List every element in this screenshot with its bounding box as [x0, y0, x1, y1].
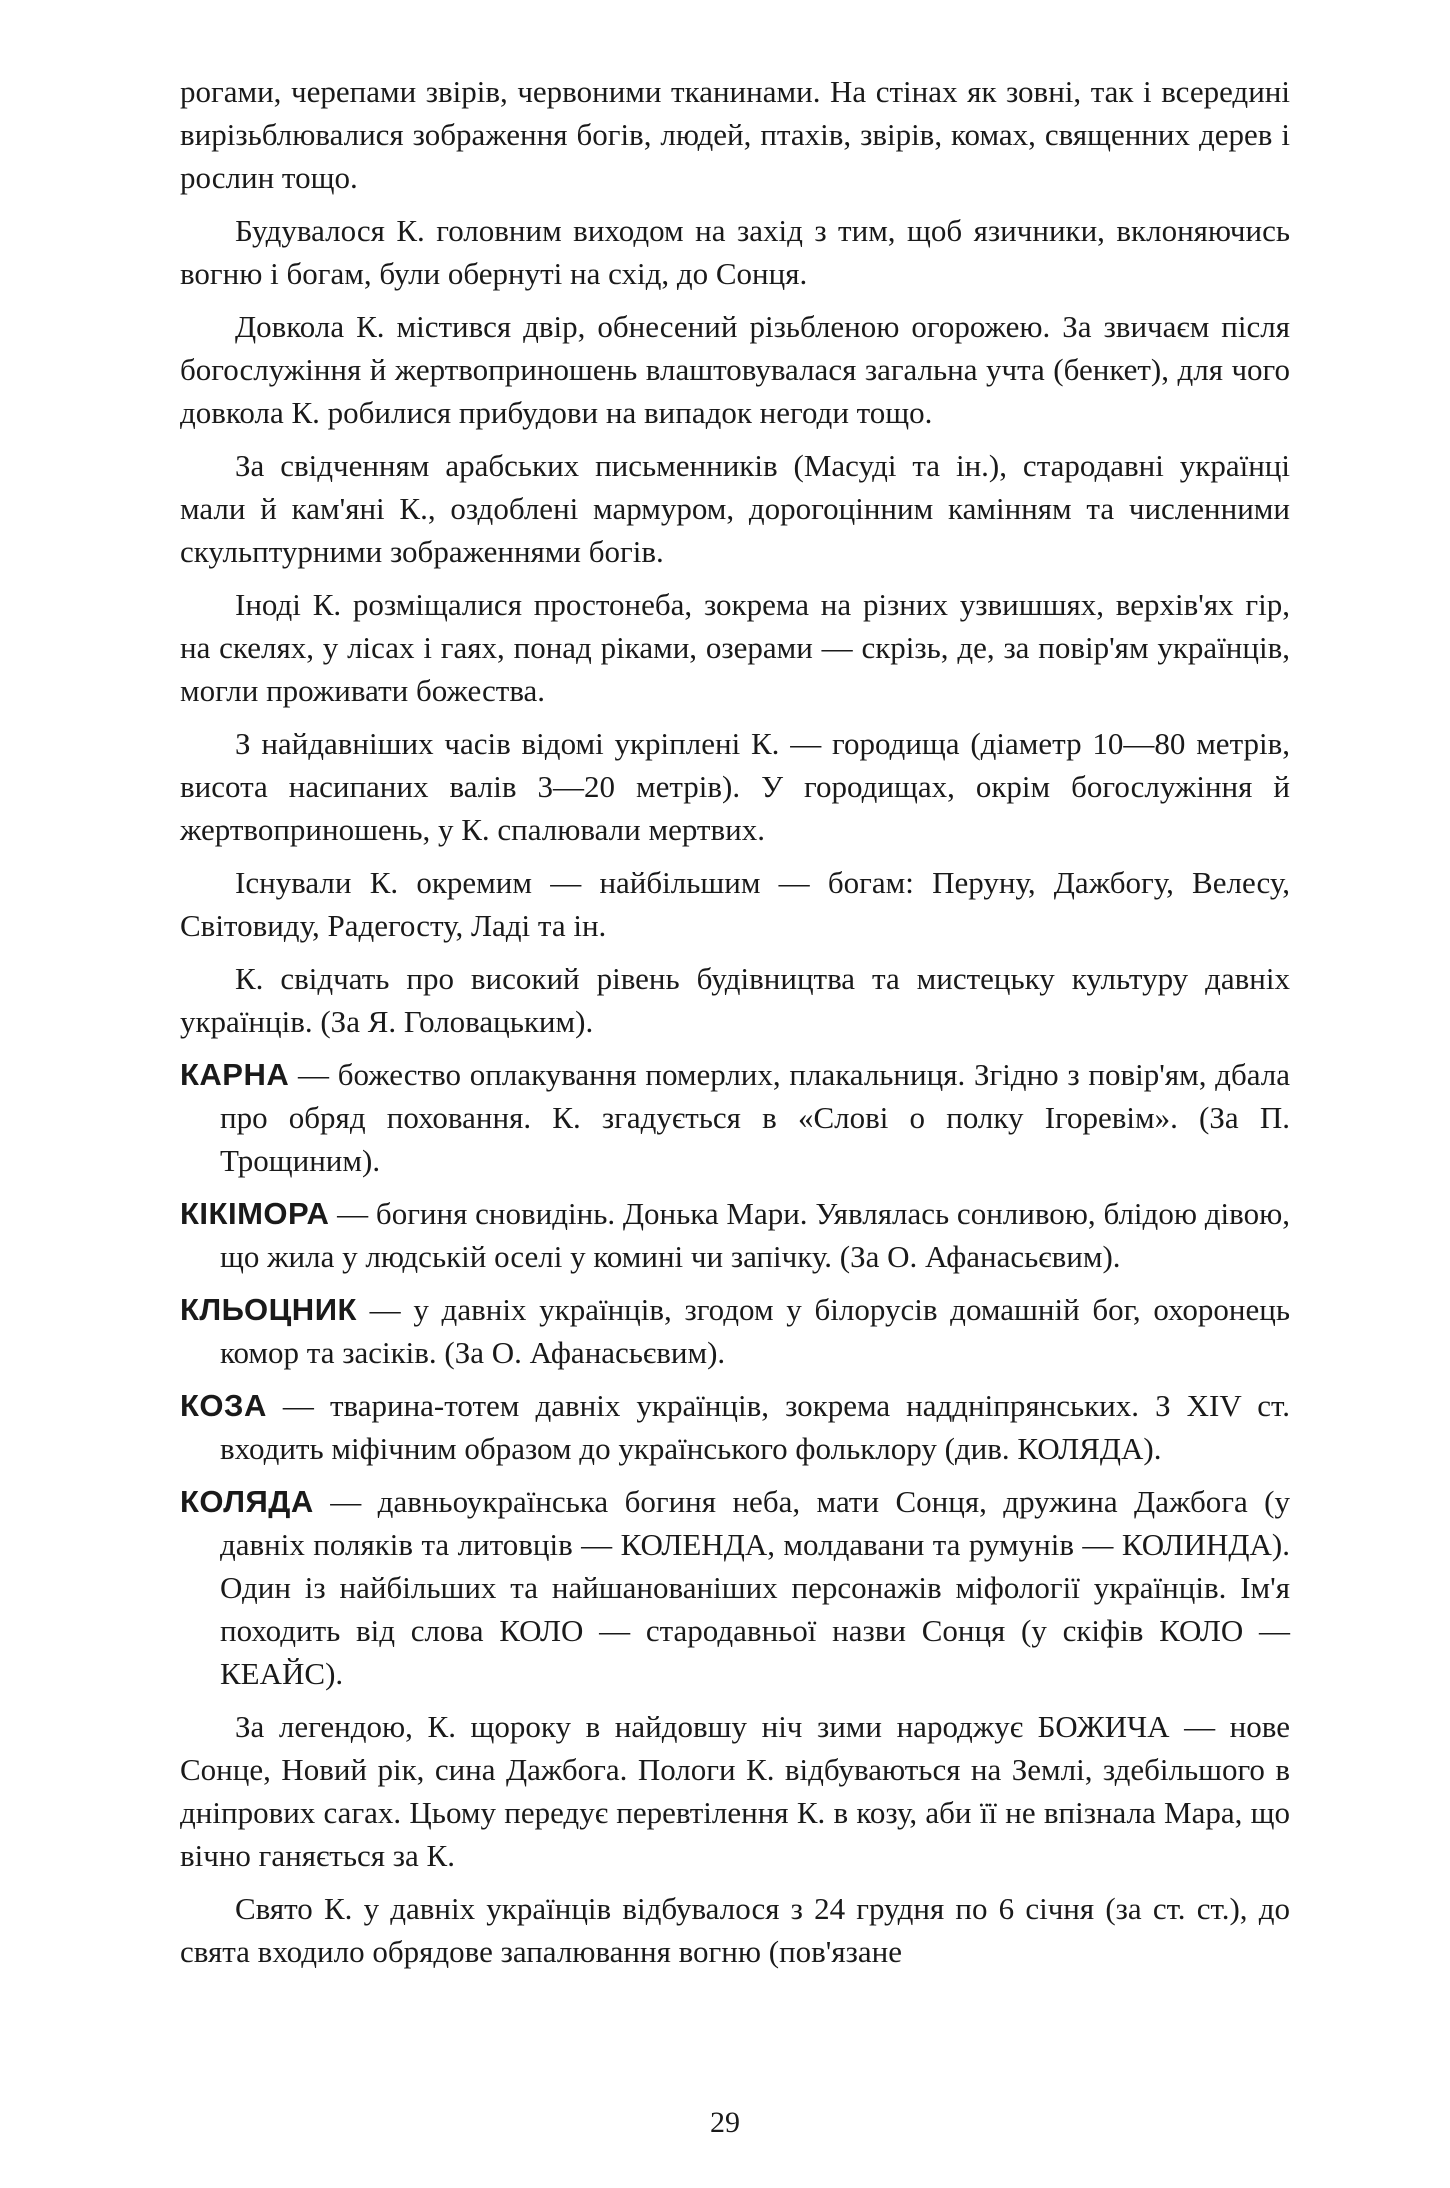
paragraph: Будувалося К. головним виходом на захід з тим, щоб язичники, вклоняючись вогню і богам, були обернуті на схід, до Сонця. [180, 213, 1290, 291]
entry-headword: КОЗА [180, 1388, 267, 1423]
paragraph: За легендою, К. щороку в найдовшу ніч зими народжує БОЖИЧА — нове Сонце, Новий рік, сина Дажбога. Пологи К. відбуваються на Землі, здебільшого в дніпрових сагах. Цьому передує перевтілення К. в козу, аби її не впізнала Мара, що вічно ганяється за К. [180, 1709, 1290, 1873]
paragraph: Довкола К. містився двір, обнесений різьбленою огорожею. За звичаєм після богослужіння й жертвоприношень влаштовувалася загальна учта (бенкет), для чого довкола К. робилися прибудови на випадок негоди тощо. [180, 309, 1290, 430]
entry-definition: — у давніх українців, згодом у білорусів домашній бог, охоронець комор та засіків. (За О. Афанасьєвим). [220, 1292, 1290, 1370]
dictionary-entry-koza [180, 1384, 1290, 1470]
entry-headword: КЛЬОЦНИК [180, 1292, 357, 1327]
entry-definition: — божество оплакування померлих, плакальниця. Згідно з повір'ям, дбала про обряд поховання. К. згадується в «Слові о полку Ігоревім». (За П. Трощиним). [220, 1057, 1290, 1178]
paragraph: За свідченням арабських письменників (Масуді та ін.), стародавні українці мали й кам'яні К., оздоблені мармуром, дорогоцінним камінням та численними скульптурними зображеннями богів. [180, 448, 1290, 569]
dictionary-entry-karna [180, 1053, 1290, 1182]
entry-definition: — тварина-тотем давніх українців, зокрема наддніпрянських. З XIV ст. входить міфічним образом до українського фольклору (див. КОЛЯДА). [220, 1388, 1290, 1466]
dictionary-entry-klotsnyk [180, 1288, 1290, 1374]
paragraph: Існували К. окремим — найбільшим — богам: Перуну, Дажбогу, Велесу, Світовиду, Радегосту, Ладі та ін. [180, 865, 1290, 943]
paragraph: Іноді К. розміщалися простонеба, зокрема на різних узвишшях, верхів'ях гір, на скелях, у лісах і гаях, понад ріками, озерами — скрізь, де, за повір'ям українців, могли проживати божества. [180, 587, 1290, 708]
text-column [180, 70, 1290, 1983]
entry-headword: КАРНА [180, 1057, 290, 1092]
entry-definition: — давньоукраїнська богиня неба, мати Сонця, дружина Дажбога (у давніх поляків та литовців — КОЛЕНДА, молдавани та румунів — КОЛИНДА). Один із найбільших та найшанованіших персонажів міфології українців. Ім'я походить від слова КОЛО — стародавньої назви Сонця (у скіфів КОЛО — КЕАЙС). [220, 1484, 1290, 1691]
paragraph: З найдавніших часів відомі укріплені К. — городища (діаметр 10—80 метрів, висота насипаних валів 3—20 метрів). У городищах, окрім богослужіння й жертвоприношень, у К. спалювали мертвих. [180, 726, 1290, 847]
paragraph-continued: рогами, черепами звірів, червоними тканинами. На стінах як зовні, так і всередині вирізьблювалися зображення богів, людей, птахів, звірів, комах, священних дерев і рослин тощо. [180, 74, 1290, 195]
entry-headword: КОЛЯДА [180, 1484, 314, 1519]
paragraph: К. свідчать про високий рівень будівництва та мистецьку культуру давніх українців. (За Я. Головацьким). [180, 961, 1290, 1039]
page-number: 29 [710, 2106, 740, 2139]
entry-headword: КІКІМОРА [180, 1196, 330, 1231]
dictionary-entry-kikimora [180, 1192, 1290, 1278]
dictionary-entry-koliada [180, 1480, 1290, 1695]
paragraph: Свято К. у давніх українців відбувалося з 24 грудня по 6 січня (за ст. ст.), до свята входило обрядове запалювання вогню (пов'язане [180, 1891, 1290, 1969]
entry-definition: — богиня сновидінь. Донька Мари. Уявлялась сонливою, блідою дівою, що жила у людській оселі у комині чи запічку. (За О. Афанасьєвим). [220, 1196, 1290, 1274]
